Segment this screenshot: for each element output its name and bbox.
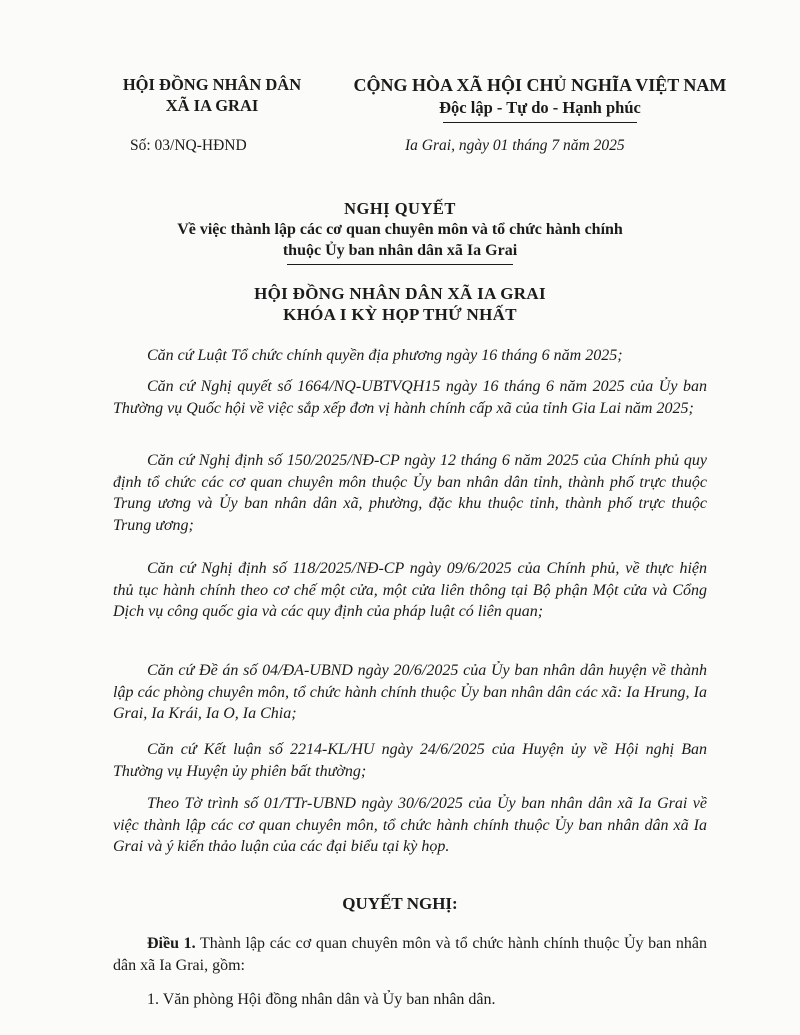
- national-header: [330, 74, 750, 119]
- document-title: NGHỊ QUYẾT: [344, 199, 456, 218]
- preamble-clause: Căn cứ Nghị quyết số 1664/NQ-UBTVQH15 ngày 16 tháng 6 năm 2025 của Ủy ban Thường vụ Quốc hội về việc sắp xếp đơn vị hành chính cấp xã của tỉnh Gia Lai năm 2025;: [113, 378, 707, 417]
- country-name: CỘNG HÒA XÃ HỘI CHỦ NGHĨA VIỆT NAM: [353, 75, 727, 95]
- preamble-clause: Căn cứ Luật Tổ chức chính quyền địa phương ngày 16 tháng 6 năm 2025;: [147, 347, 623, 364]
- document-number: Số: 03/NQ-HĐND: [130, 137, 247, 154]
- decision-heading: QUYẾT NGHỊ:: [342, 894, 458, 913]
- council-line-2: KHÓA I KỲ HỌP THỨ NHẤT: [283, 305, 517, 324]
- article-1-item-1: 1. Văn phòng Hội đồng nhân dân và Ủy ban nhân dân.: [147, 991, 496, 1008]
- subtitle-line-2: thuộc Ủy ban nhân dân xã Ia Grai: [282, 242, 518, 259]
- document-subtitle: [80, 219, 720, 261]
- authority-line-2: XÃ IA GRAI: [165, 96, 259, 115]
- council-heading: [0, 283, 800, 325]
- council-line-1: HỘI ĐỒNG NHÂN DÂN XÃ IA GRAI: [254, 284, 546, 303]
- issuing-authority: [92, 74, 332, 116]
- preamble-clause: Căn cứ Đề án số 04/ĐA-UBND ngày 20/6/2025 của Ủy ban nhân dân huyện về thành lập các phòng chuyên môn, tổ chức hành chính thuộc Ủy ban nhân dân các xã: Ia Hrung, Ia Grai, Ia Krái, Ia O, Ia Chia;: [113, 662, 707, 722]
- preamble-clause: Căn cứ Nghị định số 150/2025/NĐ-CP ngày 12 tháng 6 năm 2025 của Chính phủ quy định tổ chức các cơ quan chuyên môn thuộc Ủy ban nhân dân tỉnh, thành phố trực thuộc Trung ương và Ủy ban nhân dân xã, phường, đặc khu thuộc tỉnh, thành phố trực thuộc Trung ương;: [113, 452, 707, 534]
- preamble-clause: Căn cứ Kết luận số 2214-KL/HU ngày 24/6/2025 của Huyện ủy về Hội nghị Ban Thường vụ Huyện ủy phiên bất thường;: [113, 741, 707, 780]
- preamble-clause: Căn cứ Nghị định số 118/2025/NĐ-CP ngày 09/6/2025 của Chính phủ, về thực hiện thủ tục hành chính theo cơ chế một cửa, một cửa liên thông tại Bộ phận Một cửa và Cổng Dịch vụ công quốc gia và các quy định của pháp luật có liên quan;: [113, 560, 707, 620]
- article-1: [113, 933, 707, 976]
- authority-line-1: HỘI ĐỒNG NHÂN DÂN: [122, 75, 302, 94]
- place-and-date: Ia Grai, ngày 01 tháng 7 năm 2025: [405, 137, 625, 154]
- subtitle-line-1: Về việc thành lập các cơ quan chuyên môn và tổ chức hành chính: [177, 221, 623, 238]
- article-1-label: Điều 1.: [147, 935, 196, 952]
- preamble-clause: Theo Tờ trình số 01/TTr-UBND ngày 30/6/2025 của Ủy ban nhân dân xã Ia Grai về việc thành lập các cơ quan chuyên môn, tổ chức hành chính thuộc Ủy ban nhân dân xã Ia Grai và ý kiến thảo luận của các đại biểu tại kỳ họp.: [113, 795, 707, 855]
- national-motto: Độc lập - Tự do - Hạnh phúc: [439, 98, 641, 117]
- article-1-text: Thành lập các cơ quan chuyên môn và tổ chức hành chính thuộc Ủy ban nhân dân xã Ia Grai, gồm:: [113, 935, 708, 974]
